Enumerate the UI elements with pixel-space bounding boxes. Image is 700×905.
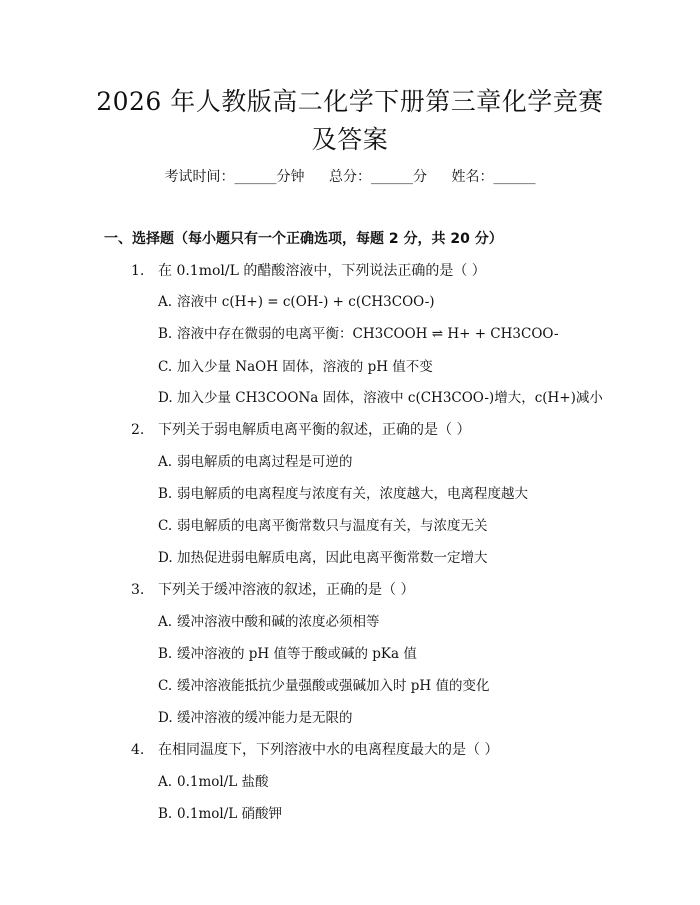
option-text: 加热促进弱电解质电离，因此电离平衡常数一定增大	[177, 550, 488, 566]
option-text: 弱电解质的电离程度与浓度有关，浓度越大，电离程度越大	[177, 486, 528, 502]
option-text: 缓冲溶液中酸和碱的浓度必须相等	[177, 614, 380, 630]
option-text: 溶液中 c(H+) = c(OH-) + c(CH3COO-)	[177, 294, 435, 310]
option	[158, 804, 282, 824]
exam-meta	[0, 167, 700, 187]
question-stem: 在相同温度下，下列溶液中水的电离程度最大的是（ ）	[158, 742, 499, 758]
option	[158, 452, 353, 472]
option	[158, 516, 488, 536]
option	[158, 388, 603, 408]
option-letter: C.	[158, 518, 173, 534]
question	[131, 740, 498, 760]
option-text: 缓冲溶液的 pH 值等于酸或碱的 pKa 值	[177, 646, 417, 662]
option-letter: A.	[158, 774, 173, 790]
question	[131, 420, 470, 440]
option-text: 缓冲溶液能抵抗少量强酸或强碱加入时 pH 值的变化	[177, 678, 490, 694]
option-text: 0.1mol/L 硝酸钾	[177, 806, 283, 822]
question-number: 4.	[131, 742, 145, 758]
option	[158, 292, 435, 312]
option-letter: C.	[158, 678, 173, 694]
option	[158, 676, 490, 696]
option-text: 缓冲溶液的缓冲能力是无限的	[177, 710, 353, 726]
option-text: 加入少量 CH3COONa 固体，溶液中 c(CH3COO-)增大，c(H+)减小	[177, 390, 603, 406]
option-letter: B.	[158, 486, 173, 502]
question-number: 2.	[131, 422, 145, 438]
option-letter: B.	[158, 806, 173, 822]
option-text: 加入少量 NaOH 固体，溶液的 pH 值不变	[177, 359, 433, 375]
document-title-line-2: 及答案	[311, 125, 389, 154]
option-text: 弱电解质的电离平衡常数只与温度有关，与浓度无关	[177, 518, 488, 534]
question-stem: 在 0.1mol/L 的醋酸溶液中，下列说法正确的是（ ）	[158, 263, 486, 279]
option	[158, 708, 353, 728]
question-stem: 下列关于缓冲溶液的叙述，正确的是（ ）	[158, 582, 415, 598]
option	[158, 324, 559, 344]
student-name: 姓名：______	[451, 169, 536, 185]
option-letter: C.	[158, 359, 173, 375]
option	[158, 548, 488, 568]
option-text: 弱电解质的电离过程是可逆的	[177, 454, 353, 470]
question	[131, 261, 486, 281]
exam-total-score: 总分：______分	[329, 169, 427, 185]
option-letter: D.	[158, 550, 173, 566]
question-number: 1.	[131, 263, 145, 279]
option-letter: A.	[158, 614, 173, 630]
option	[158, 357, 433, 377]
question-number: 3.	[131, 582, 145, 598]
question-stem: 下列关于弱电解质电离平衡的叙述，正确的是（ ）	[158, 422, 471, 438]
option-letter: B.	[158, 646, 173, 662]
option-text: 0.1mol/L 盐酸	[177, 774, 269, 790]
question	[131, 580, 414, 600]
option-text: 溶液中存在微弱的电离平衡：CH3COOH ⇌ H+ + CH3COO-	[177, 326, 559, 342]
document-title-line-1: 2026 年人教版高二化学下册第三章化学竞赛	[96, 87, 604, 116]
option	[158, 772, 269, 792]
exam-time: 考试时间：______分钟	[164, 169, 305, 185]
option-letter: D.	[158, 710, 173, 726]
option	[158, 644, 417, 664]
option-letter: B.	[158, 326, 173, 342]
option	[158, 484, 528, 504]
option-letter: A.	[158, 294, 173, 310]
option-letter: D.	[158, 390, 173, 406]
option-letter: A.	[158, 454, 173, 470]
option	[158, 612, 380, 632]
section-heading: 一、选择题（每小题只有一个正确选项，每题 2 分，共 20 分）	[104, 231, 503, 247]
